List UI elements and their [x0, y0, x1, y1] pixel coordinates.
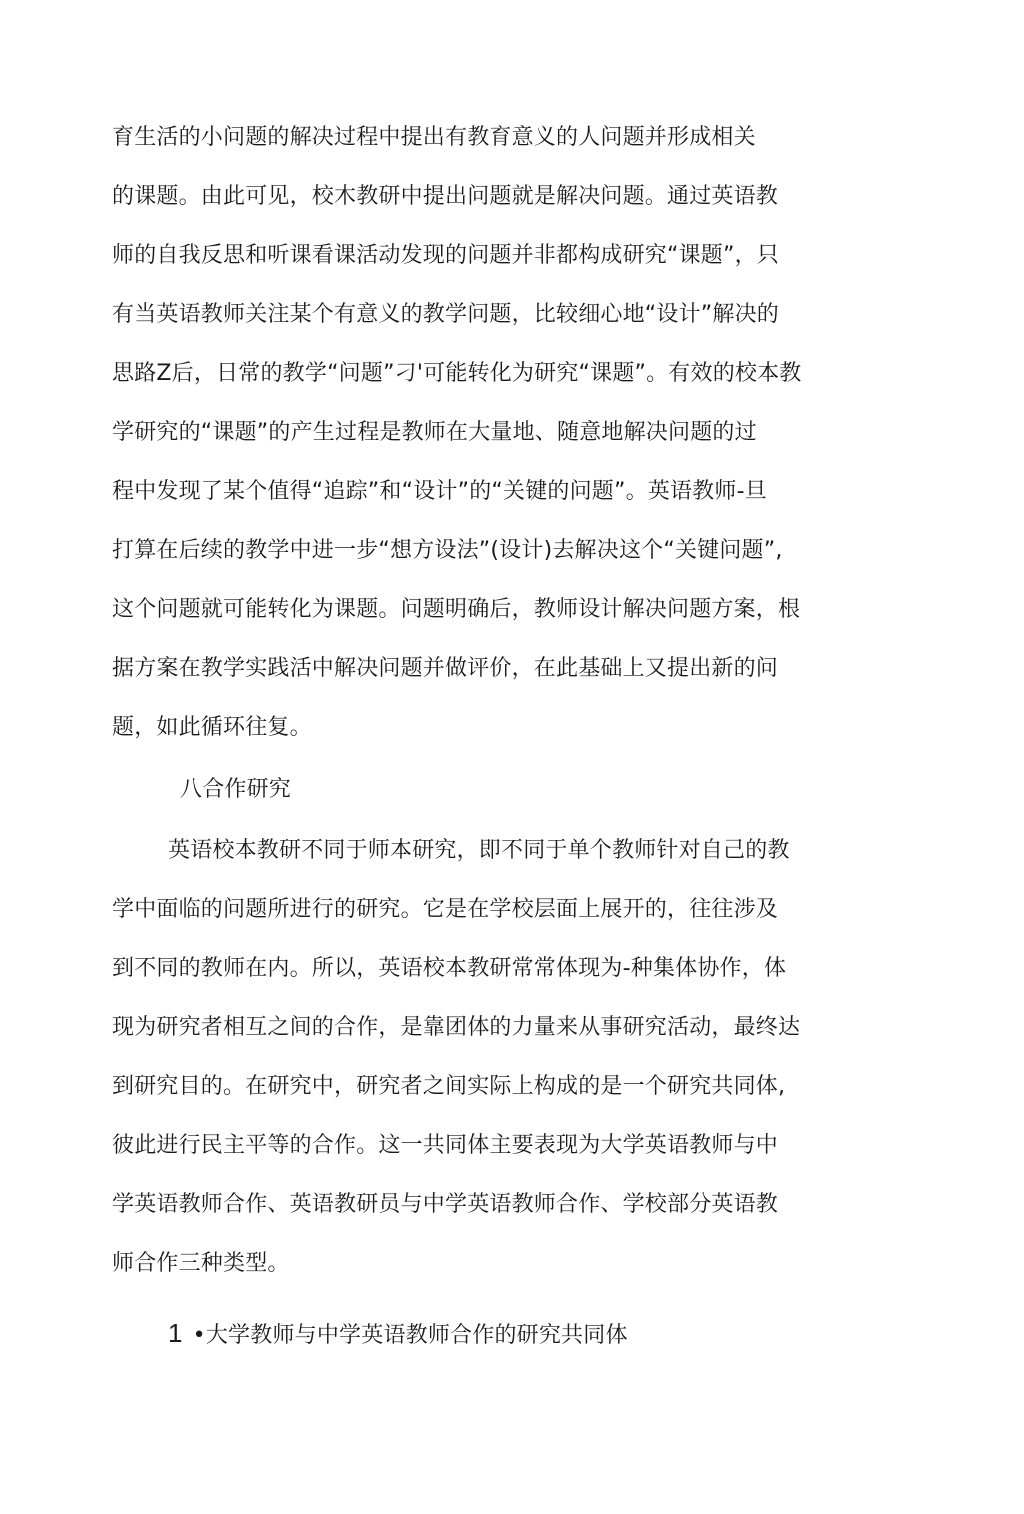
- paragraph-line: 的课题。由此可见，校木教研中提出问题就是解决问题。通过英语教: [112, 184, 779, 209]
- paragraph-line: 据方案在教学实践活中解决问题并做评价，在此基础上又提出新的问: [112, 656, 779, 681]
- paragraph-line: 思路Z后，日常的教学“问题”刁'可能转化为研究“课题”。有效的校本教: [112, 361, 802, 386]
- paragraph-line: 题，如此循环往复。: [112, 715, 312, 740]
- subsection-heading: [168, 1318, 628, 1351]
- paragraph-line: 有当英语教师关注某个有意义的教学问题，比较细心地“设计”解决的: [112, 302, 779, 327]
- paragraph-line: 打算在后续的教学中进一步“想方设法”(设计)去解决这个“关键问题”,: [112, 538, 783, 563]
- paragraph-line: 育生活的小问题的解决过程中提出有教育意义的人问题并形成相关: [112, 125, 756, 150]
- paragraph-line: 英语校本教研不同于师本研究，即不同于单个教师针对自己的教: [168, 838, 790, 863]
- paragraph-line: 师的自我反思和听课看课活动发现的问题并非都构成研究“课题”，只: [112, 243, 779, 268]
- subsection-title: •大学教师与中学英语教师合作的研究共同体: [192, 1323, 628, 1348]
- paragraph-line: 程中发现了某个值得“追踪”和“设计”的“关键的问题”。英语教师-旦: [112, 479, 767, 504]
- paragraph-line: 现为研究者相互之间的合作，是靠团体的力量来从事研究活动，最终达: [112, 1015, 801, 1040]
- paragraph-line: 到研究目的。在研究中，研究者之间实际上构成的是一个研究共同体,: [112, 1074, 786, 1099]
- paragraph-line: 学研究的“课题”的产生过程是教师在大量地、随意地解决问题的过: [112, 420, 757, 445]
- paragraph-line: 彼此进行民主平等的合作。这一共同体主要表现为大学英语教师与中: [112, 1133, 779, 1158]
- paragraph-line: 到不同的教师在内。所以，英语校本教研常常体现为-种集体协作，体: [112, 956, 787, 981]
- paragraph-line: 师合作三种类型。: [112, 1251, 290, 1276]
- paragraph-line: 学英语教师合作、英语教研员与中学英语教师合作、学校部分英语教: [112, 1192, 779, 1217]
- subsection-number: 1: [168, 1318, 183, 1348]
- paragraph-line: 这个问题就可能转化为课题。问题明确后，教师设计解决问题方案，根: [112, 597, 801, 622]
- section-heading: 八合作研究: [180, 777, 292, 802]
- paragraph-line: 学中面临的问题所进行的研究。它是在学校层面上展开的，往往涉及: [112, 897, 779, 922]
